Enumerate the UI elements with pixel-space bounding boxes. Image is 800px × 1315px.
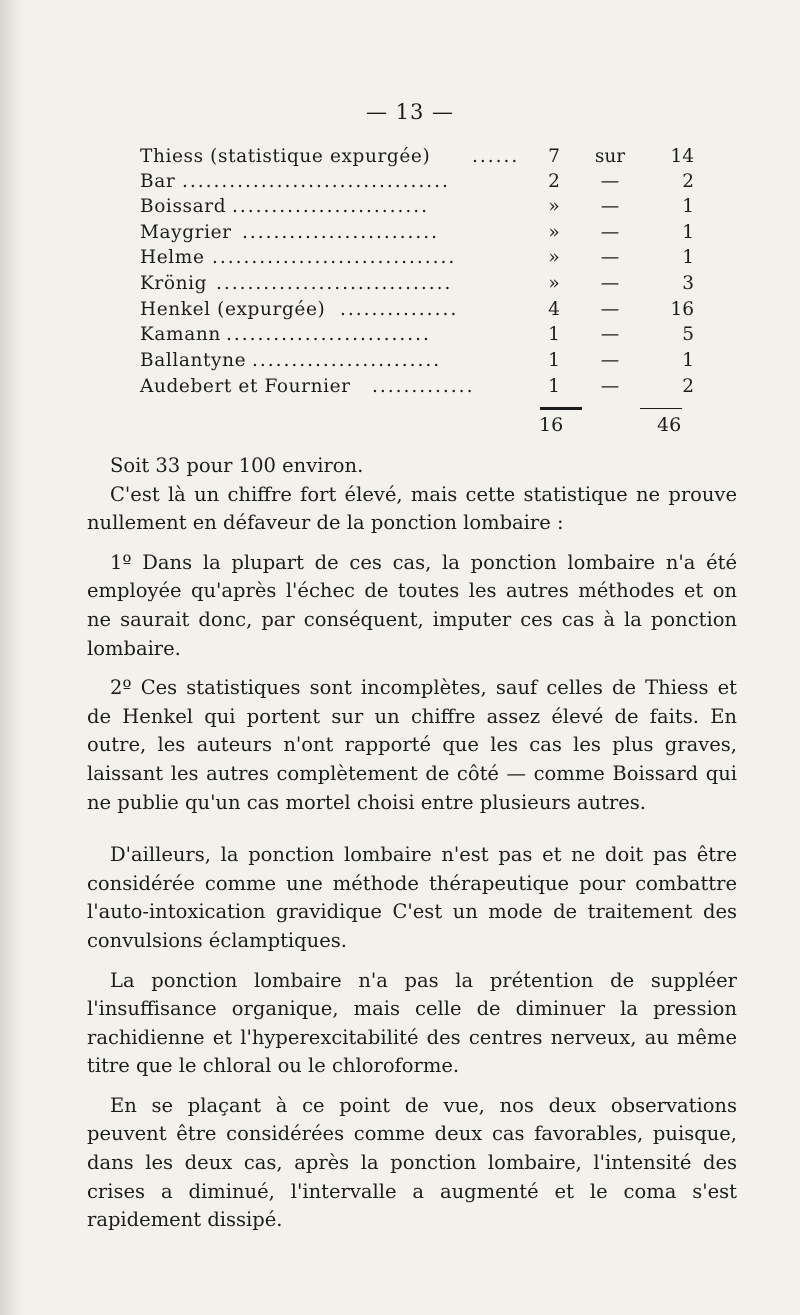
leader-dots: ........................ [252, 350, 442, 371]
row-name: Boissard [140, 196, 227, 217]
row-separator: — [600, 350, 620, 371]
row-count: 4 [548, 299, 560, 320]
row-count: » [548, 222, 560, 243]
row-name: Audebert et Fournier [140, 376, 351, 397]
leader-dots: ......................... [242, 222, 440, 243]
paragraph: D'ailleurs, la ponction lombaire n'est pas et ne doit pas être considérée comme une méthode thérapeutique pour combattre l'auto-intoxication gravidique C'est un mode de traitement des convulsions éclamptiques. [87, 843, 737, 952]
row-count: 2 [548, 171, 560, 192]
row-name: Ballantyne [140, 350, 247, 371]
table-row [140, 374, 700, 400]
row-total: 1 [682, 247, 694, 268]
sum-rule-total [640, 408, 682, 409]
row-total: 3 [682, 273, 694, 294]
row-count: 1 [548, 350, 560, 371]
row-separator: — [600, 171, 620, 192]
leader-dots: ...... [472, 146, 520, 167]
row-name: Helme [140, 247, 205, 268]
row-name: Thiess (statistique expurgée) [140, 146, 431, 167]
leader-dots: ............. [372, 376, 475, 397]
paragraph: 1º Dans la plupart de ces cas, la ponction lombaire n'a été employée qu'après l'échec de toutes les autres méthodes et on ne saurait donc, par conséquent, imputer ces cas à la ponction lombaire. [87, 550, 737, 660]
table-row [140, 322, 700, 348]
table-row [140, 297, 700, 323]
leader-dots: ......................... [232, 196, 430, 217]
row-total: 14 [670, 146, 694, 167]
row-name: Maygrier [140, 222, 232, 243]
row-separator: — [600, 222, 620, 243]
row-separator: — [600, 273, 620, 294]
leader-dots: .................................. [182, 171, 450, 192]
row-count: » [548, 247, 560, 268]
page-gutter-shadow [0, 0, 22, 1315]
row-count: 7 [548, 146, 560, 167]
paragraph: C'est là un chiffre fort élevé, mais cette statistique ne prouve nullement en défaveur de la ponction lombaire : [87, 482, 737, 535]
row-count: 1 [548, 324, 560, 345]
leader-dots: .............................. [216, 273, 453, 294]
table-row [140, 271, 700, 297]
row-separator: — [600, 324, 620, 345]
body-text [87, 452, 737, 1235]
row-total: 16 [670, 299, 694, 320]
page-number: — 13 — [365, 100, 455, 124]
leader-dots: ............................... [212, 247, 457, 268]
table-row [140, 144, 700, 170]
table-row [140, 194, 700, 220]
table-row [140, 220, 700, 246]
row-total: 1 [682, 222, 694, 243]
row-separator: — [600, 376, 620, 397]
row-separator: — [600, 247, 620, 268]
row-name: Kamann [140, 324, 221, 345]
row-separator: — [600, 299, 620, 320]
table-row [140, 348, 700, 374]
sum-count: 16 [539, 414, 564, 436]
row-name: Bar [140, 171, 176, 192]
row-name: Henkel (expurgée) [140, 299, 326, 320]
table-row [140, 169, 700, 195]
leader-dots: .......................... [226, 324, 431, 345]
row-total: 2 [682, 171, 694, 192]
row-count: » [548, 196, 560, 217]
row-name: Krönig [140, 273, 208, 294]
paragraph: 2º Ces statistiques sont incomplètes, sauf celles de Thiess et de Henkel qui portent sur un chiffre assez élevé de faits. En outre, les auteurs n'ont rapporté que les cas les plus graves, laissant les autres complètement de côté — comme Boissard qui ne publie qu'un cas mortel choisi entre plusieurs autres. [87, 676, 737, 814]
row-count: » [548, 273, 560, 294]
row-total: 1 [682, 196, 694, 217]
paragraph: En se plaçant à ce point de vue, nos deux observations peuvent être considérées comme deux cas favorables, puisque, dans les deux cas, après la ponction lombaire, l'intensité des crises a diminué, l'intervalle a augmenté et le coma s'est rapidement dissipé. [87, 1093, 737, 1232]
paragraph: La ponction lombaire n'a pas la prétention de suppléer l'insuffisance organique, mais celle de diminuer la pression rachidienne et l'hyperexcitabilité des centres nerveux, au même titre que le chloral ou le chloroforme. [87, 968, 737, 1078]
row-separator: — [600, 196, 620, 217]
row-count: 1 [548, 376, 560, 397]
sum-total: 46 [657, 414, 682, 436]
row-total: 2 [682, 376, 694, 397]
table-row [140, 245, 700, 271]
sum-rule-count [540, 407, 582, 410]
row-total: 5 [682, 324, 694, 345]
row-total: 1 [682, 350, 694, 371]
leader-dots: ............... [340, 299, 459, 320]
row-separator: sur [594, 146, 626, 167]
paragraph: Soit 33 pour 100 environ. [110, 454, 364, 477]
